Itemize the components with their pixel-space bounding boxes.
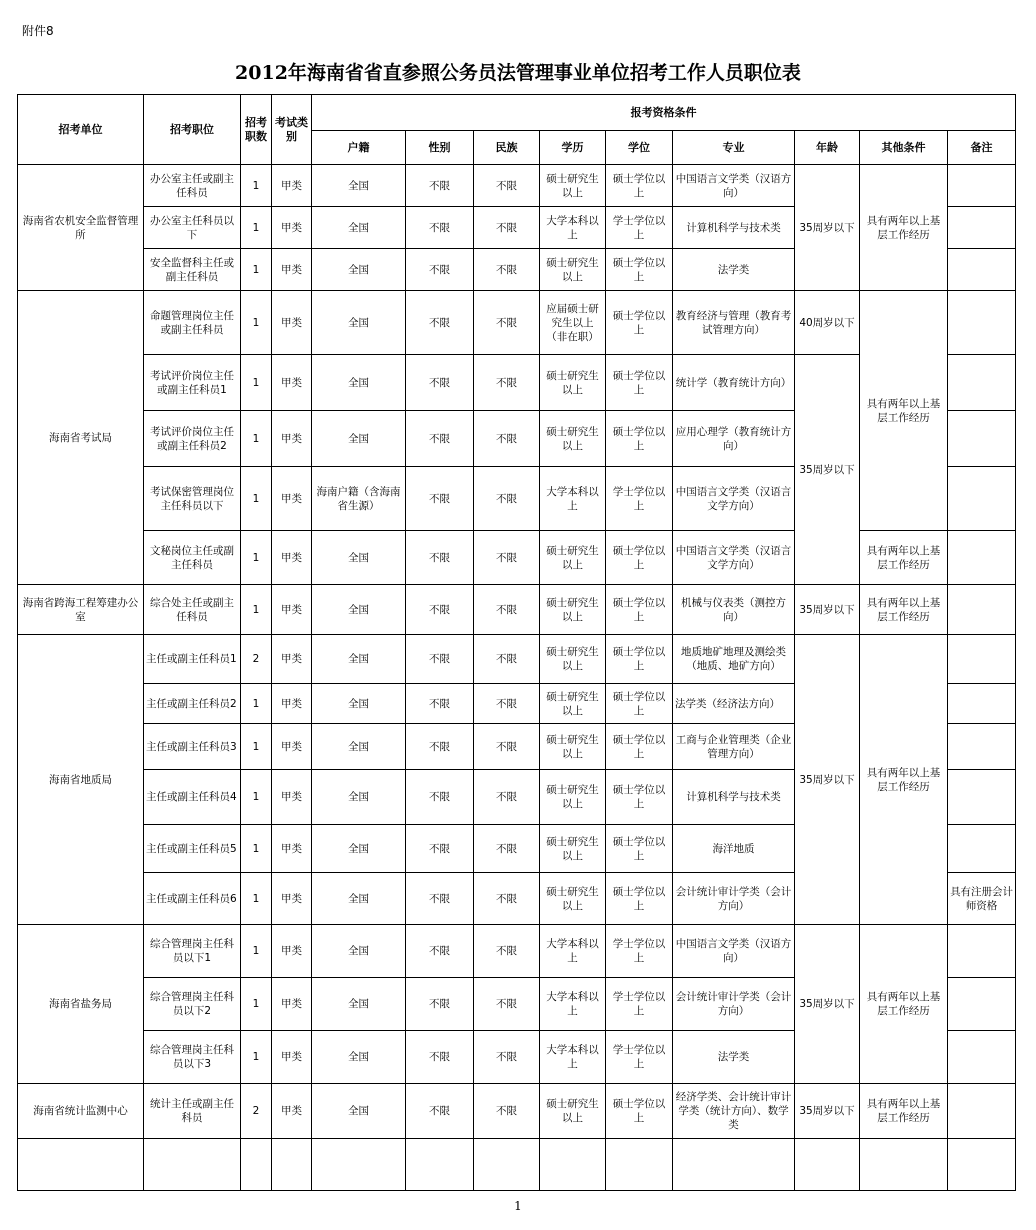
major-cell: 教育经济与管理（教育考试管理方向）: [673, 291, 795, 355]
table-row: [18, 1084, 1016, 1139]
position-cell: 文秘岗位主任或副主任科员: [144, 531, 241, 585]
empty-cell: [18, 1139, 144, 1191]
header-gender: 性别: [406, 131, 474, 165]
other-cell: 具有两年以上基层工作经历: [860, 291, 948, 531]
header-other: 其他条件: [860, 131, 948, 165]
position-cell: 办公室主任科员以下: [144, 207, 241, 249]
ethnicity-cell: 不限: [474, 291, 540, 355]
education-cell: 大学本科以上: [540, 1031, 606, 1084]
hukou-cell: 全国: [312, 770, 406, 825]
exam-cell: 甲类: [272, 1084, 312, 1139]
education-cell: 硕士研究生以上: [540, 165, 606, 207]
education-cell: 大学本科以上: [540, 207, 606, 249]
major-cell: 经济学类、会计统计审计学类（统计方向）、数学类: [673, 1084, 795, 1139]
count-cell: 1: [241, 684, 272, 724]
major-cell: 地质地矿地理及测绘类（地质、地矿方向）: [673, 635, 795, 684]
empty-cell: [144, 1139, 241, 1191]
note-cell: [948, 724, 1016, 770]
major-cell: 中国语言文学类（汉语方向）: [673, 925, 795, 978]
gender-cell: 不限: [406, 925, 474, 978]
ethnicity-cell: 不限: [474, 165, 540, 207]
count-cell: 1: [241, 825, 272, 873]
empty-cell: [673, 1139, 795, 1191]
attachment-label: 附件8: [22, 24, 54, 38]
unit-cell: 海南省农机安全监督管理所: [18, 165, 144, 291]
page-title: 2012年海南省省直参照公务员法管理事业单位招考工作人员职位表: [235, 62, 801, 84]
gender-cell: 不限: [406, 1031, 474, 1084]
position-cell: 考试评价岗位主任或副主任科员1: [144, 355, 241, 411]
exam-cell: 甲类: [272, 585, 312, 635]
note-cell: [948, 467, 1016, 531]
education-cell: 大学本科以上: [540, 467, 606, 531]
degree-cell: 学士学位以上: [606, 207, 673, 249]
gender-cell: 不限: [406, 249, 474, 291]
count-cell: 1: [241, 978, 272, 1031]
table-row: [18, 531, 1016, 585]
exam-cell: 甲类: [272, 355, 312, 411]
degree-cell: 硕士学位以上: [606, 585, 673, 635]
exam-cell: 甲类: [272, 925, 312, 978]
education-cell: 硕士研究生以上: [540, 724, 606, 770]
hukou-cell: 全国: [312, 978, 406, 1031]
major-cell: 中国语言文学类（汉语方向）: [673, 165, 795, 207]
position-cell: 命题管理岗位主任或副主任科员: [144, 291, 241, 355]
gender-cell: 不限: [406, 684, 474, 724]
education-cell: 大学本科以上: [540, 978, 606, 1031]
count-cell: 1: [241, 873, 272, 925]
education-cell: 硕士研究生以上: [540, 355, 606, 411]
table-row: [18, 925, 1016, 978]
unit-cell: 海南省地质局: [18, 635, 144, 925]
header-major: 专业: [673, 131, 795, 165]
education-cell: 硕士研究生以上: [540, 249, 606, 291]
table-row: [18, 291, 1016, 355]
exam-cell: 甲类: [272, 207, 312, 249]
education-cell: 硕士研究生以上: [540, 411, 606, 467]
hukou-cell: 全国: [312, 355, 406, 411]
other-cell: 具有两年以上基层工作经历: [860, 585, 948, 635]
hukou-cell: 全国: [312, 925, 406, 978]
exam-cell: 甲类: [272, 531, 312, 585]
note-cell: [948, 249, 1016, 291]
education-cell: 硕士研究生以上: [540, 1084, 606, 1139]
count-cell: 1: [241, 770, 272, 825]
hukou-cell: 全国: [312, 291, 406, 355]
hukou-cell: 全国: [312, 531, 406, 585]
empty-cell: [606, 1139, 673, 1191]
major-cell: 会计统计审计学类（会计方向）: [673, 978, 795, 1031]
count-cell: 1: [241, 925, 272, 978]
count-cell: 1: [241, 355, 272, 411]
major-cell: 法学类（经济法方向）: [673, 684, 795, 724]
education-cell: 应届硕士研究生以上（非在职）: [540, 291, 606, 355]
exam-cell: 甲类: [272, 411, 312, 467]
age-cell: 35周岁以下: [795, 925, 860, 1084]
age-cell: 40周岁以下: [795, 291, 860, 355]
exam-cell: 甲类: [272, 165, 312, 207]
other-cell: 具有两年以上基层工作经历: [860, 1084, 948, 1139]
position-cell: 主任或副主任科员2: [144, 684, 241, 724]
note-cell: [948, 825, 1016, 873]
education-cell: 大学本科以上: [540, 925, 606, 978]
note-cell: [948, 531, 1016, 585]
degree-cell: 学士学位以上: [606, 978, 673, 1031]
header-requirements: 报考资格条件: [312, 95, 1016, 131]
major-cell: 计算机科学与技术类: [673, 770, 795, 825]
hukou-cell: 全国: [312, 249, 406, 291]
ethnicity-cell: 不限: [474, 635, 540, 684]
major-cell: 中国语言文学类（汉语言文学方向）: [673, 531, 795, 585]
ethnicity-cell: 不限: [474, 1031, 540, 1084]
major-cell: 计算机科学与技术类: [673, 207, 795, 249]
gender-cell: 不限: [406, 355, 474, 411]
gender-cell: 不限: [406, 825, 474, 873]
degree-cell: 学士学位以上: [606, 1031, 673, 1084]
hukou-cell: 全国: [312, 684, 406, 724]
unit-cell: 海南省盐务局: [18, 925, 144, 1084]
degree-cell: 学士学位以上: [606, 467, 673, 531]
degree-cell: 硕士学位以上: [606, 770, 673, 825]
education-cell: 硕士研究生以上: [540, 873, 606, 925]
header-unit: 招考单位: [18, 95, 144, 165]
ethnicity-cell: 不限: [474, 925, 540, 978]
education-cell: 硕士研究生以上: [540, 825, 606, 873]
empty-cell: [312, 1139, 406, 1191]
hukou-cell: 全国: [312, 165, 406, 207]
exam-cell: 甲类: [272, 249, 312, 291]
header-note: 备注: [948, 131, 1016, 165]
header-education: 学历: [540, 131, 606, 165]
gender-cell: 不限: [406, 770, 474, 825]
degree-cell: 硕士学位以上: [606, 724, 673, 770]
ethnicity-cell: 不限: [474, 249, 540, 291]
position-cell: 综合管理岗主任科员以下3: [144, 1031, 241, 1084]
gender-cell: 不限: [406, 724, 474, 770]
degree-cell: 硕士学位以上: [606, 411, 673, 467]
major-cell: 会计统计审计学类（会计方向）: [673, 873, 795, 925]
note-cell: [948, 1031, 1016, 1084]
hukou-cell: 全国: [312, 207, 406, 249]
degree-cell: 硕士学位以上: [606, 249, 673, 291]
degree-cell: 硕士学位以上: [606, 291, 673, 355]
age-cell: 35周岁以下: [795, 1084, 860, 1139]
major-cell: 统计学（教育统计方向）: [673, 355, 795, 411]
count-cell: 2: [241, 635, 272, 684]
exam-cell: 甲类: [272, 467, 312, 531]
gender-cell: 不限: [406, 635, 474, 684]
count-cell: 1: [241, 467, 272, 531]
major-cell: 应用心理学（教育统计方向）: [673, 411, 795, 467]
count-cell: 1: [241, 291, 272, 355]
major-cell: 海洋地质: [673, 825, 795, 873]
unit-cell: 海南省统计监测中心: [18, 1084, 144, 1139]
unit-cell: 海南省考试局: [18, 291, 144, 585]
note-cell: [948, 1084, 1016, 1139]
empty-cell: [474, 1139, 540, 1191]
ethnicity-cell: 不限: [474, 1084, 540, 1139]
hukou-cell: 全国: [312, 873, 406, 925]
exam-cell: 甲类: [272, 770, 312, 825]
position-cell: 统计主任或副主任科员: [144, 1084, 241, 1139]
degree-cell: 硕士学位以上: [606, 684, 673, 724]
hukou-cell: 全国: [312, 825, 406, 873]
education-cell: 硕士研究生以上: [540, 585, 606, 635]
other-cell: 具有两年以上基层工作经历: [860, 925, 948, 1084]
page-number: 1: [514, 1199, 522, 1213]
ethnicity-cell: 不限: [474, 207, 540, 249]
position-cell: 考试保密管理岗位主任科员以下: [144, 467, 241, 531]
empty-cell: [241, 1139, 272, 1191]
gender-cell: 不限: [406, 291, 474, 355]
degree-cell: 学士学位以上: [606, 925, 673, 978]
hukou-cell: 全国: [312, 635, 406, 684]
hukou-cell: 全国: [312, 1084, 406, 1139]
note-cell: [948, 978, 1016, 1031]
header-degree: 学位: [606, 131, 673, 165]
note-cell: [948, 635, 1016, 684]
degree-cell: 硕士学位以上: [606, 873, 673, 925]
degree-cell: 硕士学位以上: [606, 825, 673, 873]
education-cell: 硕士研究生以上: [540, 684, 606, 724]
position-cell: 综合管理岗主任科员以下1: [144, 925, 241, 978]
education-cell: 硕士研究生以上: [540, 531, 606, 585]
exam-cell: 甲类: [272, 635, 312, 684]
table-row: [18, 165, 1016, 207]
ethnicity-cell: 不限: [474, 355, 540, 411]
position-cell: 安全监督科主任或副主任科员: [144, 249, 241, 291]
header-exam-type: 考试类别: [272, 95, 312, 165]
major-cell: 工商与企业管理类（企业管理方向）: [673, 724, 795, 770]
ethnicity-cell: 不限: [474, 724, 540, 770]
degree-cell: 硕士学位以上: [606, 531, 673, 585]
note-cell: 具有注册会计师资格: [948, 873, 1016, 925]
note-cell: [948, 207, 1016, 249]
major-cell: 法学类: [673, 1031, 795, 1084]
position-cell: 办公室主任或副主任科员: [144, 165, 241, 207]
gender-cell: 不限: [406, 978, 474, 1031]
count-cell: 1: [241, 724, 272, 770]
other-cell: 具有两年以上基层工作经历: [860, 635, 948, 925]
degree-cell: 硕士学位以上: [606, 355, 673, 411]
gender-cell: 不限: [406, 873, 474, 925]
table-row: [18, 635, 1016, 684]
count-cell: 1: [241, 531, 272, 585]
note-cell: [948, 411, 1016, 467]
degree-cell: 硕士学位以上: [606, 1084, 673, 1139]
major-cell: 法学类: [673, 249, 795, 291]
note-cell: [948, 291, 1016, 355]
table-row: [18, 585, 1016, 635]
degree-cell: 硕士学位以上: [606, 635, 673, 684]
exam-cell: 甲类: [272, 978, 312, 1031]
exam-cell: 甲类: [272, 1031, 312, 1084]
degree-cell: 硕士学位以上: [606, 165, 673, 207]
position-cell: 主任或副主任科员3: [144, 724, 241, 770]
note-cell: [948, 684, 1016, 724]
header-count: 招考职数: [241, 95, 272, 165]
header-ethnicity: 民族: [474, 131, 540, 165]
count-cell: 1: [241, 585, 272, 635]
header-hukou: 户籍: [312, 131, 406, 165]
count-cell: 1: [241, 1031, 272, 1084]
position-cell: 考试评价岗位主任或副主任科员2: [144, 411, 241, 467]
gender-cell: 不限: [406, 531, 474, 585]
gender-cell: 不限: [406, 165, 474, 207]
empty-cell: [948, 1139, 1016, 1191]
count-cell: 2: [241, 1084, 272, 1139]
hukou-cell: 全国: [312, 585, 406, 635]
empty-cell: [540, 1139, 606, 1191]
hukou-cell: 全国: [312, 1031, 406, 1084]
ethnicity-cell: 不限: [474, 411, 540, 467]
position-cell: 综合管理岗主任科员以下2: [144, 978, 241, 1031]
gender-cell: 不限: [406, 585, 474, 635]
ethnicity-cell: 不限: [474, 684, 540, 724]
gender-cell: 不限: [406, 1084, 474, 1139]
note-cell: [948, 585, 1016, 635]
ethnicity-cell: 不限: [474, 873, 540, 925]
age-cell: 35周岁以下: [795, 635, 860, 925]
position-cell: 综合处主任或副主任科员: [144, 585, 241, 635]
exam-cell: 甲类: [272, 825, 312, 873]
education-cell: 硕士研究生以上: [540, 770, 606, 825]
count-cell: 1: [241, 207, 272, 249]
count-cell: 1: [241, 165, 272, 207]
empty-cell: [406, 1139, 474, 1191]
ethnicity-cell: 不限: [474, 531, 540, 585]
position-cell: 主任或副主任科员4: [144, 770, 241, 825]
note-cell: [948, 355, 1016, 411]
count-cell: 1: [241, 411, 272, 467]
position-cell: 主任或副主任科员6: [144, 873, 241, 925]
education-cell: 硕士研究生以上: [540, 635, 606, 684]
ethnicity-cell: 不限: [474, 825, 540, 873]
unit-cell: 海南省跨海工程筹建办公室: [18, 585, 144, 635]
position-cell: 主任或副主任科员5: [144, 825, 241, 873]
empty-cell: [795, 1139, 860, 1191]
gender-cell: 不限: [406, 207, 474, 249]
note-cell: [948, 925, 1016, 978]
hukou-cell: 全国: [312, 411, 406, 467]
major-cell: 中国语言文学类（汉语言文学方向）: [673, 467, 795, 531]
note-cell: [948, 770, 1016, 825]
gender-cell: 不限: [406, 467, 474, 531]
age-cell: 35周岁以下: [795, 165, 860, 291]
other-cell: 具有两年以上基层工作经历: [860, 531, 948, 585]
header-age: 年龄: [795, 131, 860, 165]
note-cell: [948, 165, 1016, 207]
age-cell: 35周岁以下: [795, 355, 860, 585]
hukou-cell: 全国: [312, 724, 406, 770]
ethnicity-cell: 不限: [474, 585, 540, 635]
count-cell: 1: [241, 249, 272, 291]
exam-cell: 甲类: [272, 873, 312, 925]
exam-cell: 甲类: [272, 724, 312, 770]
positions-table: [17, 94, 1016, 1191]
hukou-cell: 海南户籍（含海南省生源）: [312, 467, 406, 531]
ethnicity-cell: 不限: [474, 467, 540, 531]
ethnicity-cell: 不限: [474, 978, 540, 1031]
exam-cell: 甲类: [272, 684, 312, 724]
position-cell: 主任或副主任科员1: [144, 635, 241, 684]
other-cell: 具有两年以上基层工作经历: [860, 165, 948, 291]
gender-cell: 不限: [406, 411, 474, 467]
empty-cell: [860, 1139, 948, 1191]
age-cell: 35周岁以下: [795, 585, 860, 635]
ethnicity-cell: 不限: [474, 770, 540, 825]
exam-cell: 甲类: [272, 291, 312, 355]
empty-cell: [272, 1139, 312, 1191]
table-row-empty: [18, 1139, 1016, 1191]
header-position: 招考职位: [144, 95, 241, 165]
major-cell: 机械与仪表类（测控方向）: [673, 585, 795, 635]
